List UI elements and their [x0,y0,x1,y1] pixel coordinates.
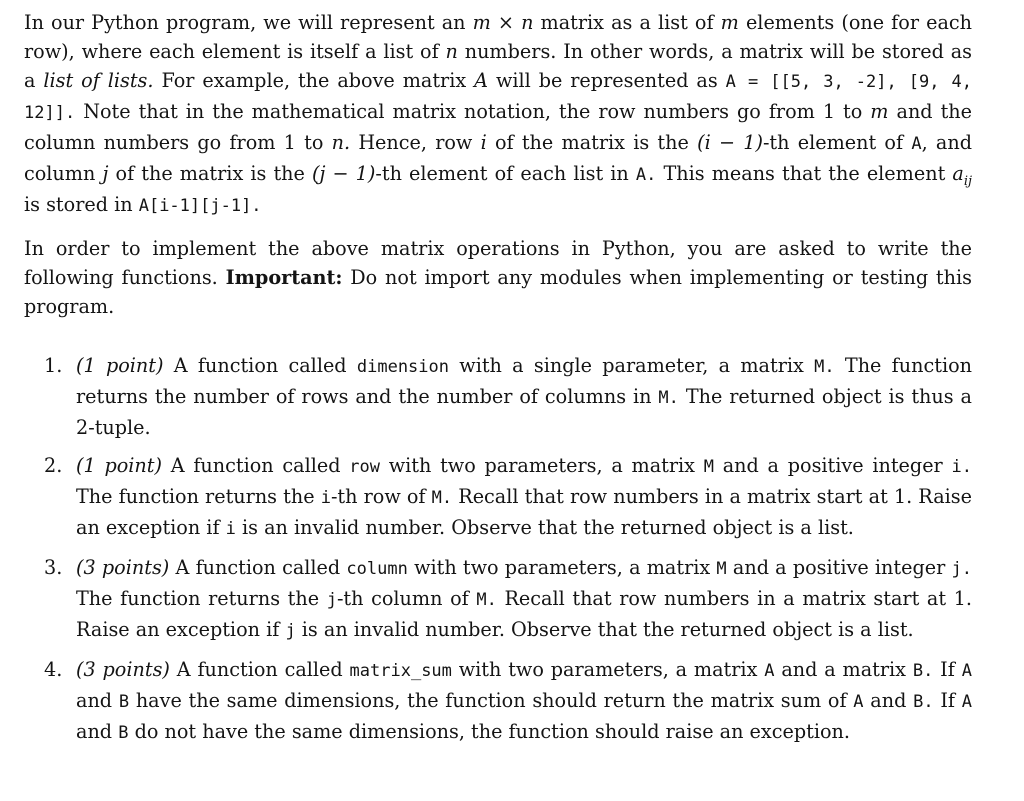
text: If [940,658,955,681]
math-j-minus-1: (j − 1) [311,162,376,185]
text: A function called [170,454,341,477]
code-j: j. [951,559,972,579]
code-M: M [703,457,714,477]
code-M: M. [476,590,497,610]
function-name: row [349,457,380,477]
points-label: (1 point) [76,354,164,377]
code-B: B [118,723,129,743]
code-B: B. [913,692,934,712]
task-list [24,351,972,748]
math-A: A [474,69,488,92]
math-subscript-ij: ij [963,173,973,189]
text: is stored in [24,193,133,216]
function-name: dimension [356,357,449,377]
points-label: (3 points) [76,658,170,681]
list-item [24,451,972,544]
math-i-minus-1: (i − 1) [697,131,763,154]
text: and [76,689,113,712]
text: elements (one for each row), where each element is itself a list of [24,11,972,63]
code-index: A[i-1][j-1]. [138,196,262,216]
text: The function returns the [76,587,320,610]
text: and [870,689,907,712]
code-M: M [716,559,727,579]
text: -th row of [330,485,426,508]
math-j: j [102,162,109,185]
text: of the matrix is the [115,162,305,185]
code-i: i. [951,457,972,477]
text: For example, the above matrix [161,69,467,92]
text: with a single parameter, a matrix [459,354,804,377]
text: A function called [173,354,347,377]
text: do not have the same dimensions, the function should raise an exception. [134,720,850,743]
code-M: M. [814,357,835,377]
math-a: a [952,162,964,185]
text: Hence, row [358,131,473,154]
code-A-example: A = [[5, 3, -2], [9, 4, 12]]. [24,72,973,123]
item-number: 4. [44,658,63,681]
code-A: A [911,134,922,154]
text: In our Python program, we will represent an [24,11,466,34]
text: is an invalid number. Observe that the returned object is a list. [242,516,854,539]
text: Recall that row numbers in a matrix start at 1. Raise an exception if [76,587,972,641]
text: A function called [176,658,343,681]
code-A: A [764,661,775,681]
text: of the matrix is the [494,131,689,154]
text: with two parameters, a matrix [458,658,758,681]
text: matrix as a list of [540,11,714,34]
code-M: M. [431,488,453,508]
text: and a matrix [781,658,906,681]
text: Recall that row numbers in a matrix start at 1. Raise an exception if [76,485,972,539]
text: A function called [175,556,341,579]
code-A: A [961,661,972,681]
text: Note that in the mathematical matrix notation, the row numbers go from 1 to [83,100,863,123]
math-a-ij [952,162,973,189]
code-A: A [961,692,972,712]
math-n: n [445,40,458,63]
text: and [76,720,113,743]
code-B: B. [912,661,934,681]
text: numbers. In other words, a matrix will be stored as a [24,40,972,92]
list-item [24,655,972,748]
text: -th element of each list in [375,162,629,185]
text: and a positive integer [732,556,946,579]
item-number: 3. [44,556,63,579]
text: The function returns the number of rows and the number of columns in [76,354,972,408]
text: with two parameters, a matrix [414,556,711,579]
code-j: j [285,621,296,641]
text: have the same dimensions, the function should return the matrix sum of [135,689,847,712]
code-j: j [326,590,337,610]
math-m: m [720,11,739,34]
code-M: M. [658,388,679,408]
text: and the column numbers go from 1 to [24,100,972,154]
text: with two parameters, a matrix [388,454,695,477]
text: will be represented as [495,69,718,92]
math-mxn: m × n [472,11,534,34]
text: , and column [24,131,972,185]
points-label: (3 points) [76,556,170,579]
text: The returned object is thus a 2-tuple. [76,385,972,439]
text: If [940,689,956,712]
function-name: column [346,559,408,579]
code-A: A. [635,165,657,185]
code-B: B [118,692,130,712]
important-label: Important: [225,266,343,289]
points-label: (1 point) [76,454,162,477]
math-i: i [480,131,487,154]
text: and a positive integer [722,454,943,477]
list-item [24,553,972,646]
math-n: n. [331,131,351,154]
code-i: i [320,488,331,508]
text: This means that the element [663,162,946,185]
text: is an invalid number. Observe that the returned object is a list. [301,618,914,641]
code-A: A [853,692,864,712]
item-number: 1. [44,354,63,377]
function-name: matrix_sum [349,661,452,681]
text: Do not import any modules when implementing or testing this program. [24,266,972,318]
intro-paragraph [24,8,972,221]
code-i: i [225,519,236,539]
text: -th element of [762,131,904,154]
text: In order to implement the above matrix operations in Python, you are asked to write the following functions. [24,237,972,289]
text: -th column of [336,587,469,610]
list-item [24,351,972,442]
item-number: 2. [44,454,63,477]
instructions-paragraph [24,234,972,321]
math-m: m [870,100,889,123]
emphasis-list-of-lists: list of lists. [43,69,154,92]
text: The function returns the [76,485,315,508]
